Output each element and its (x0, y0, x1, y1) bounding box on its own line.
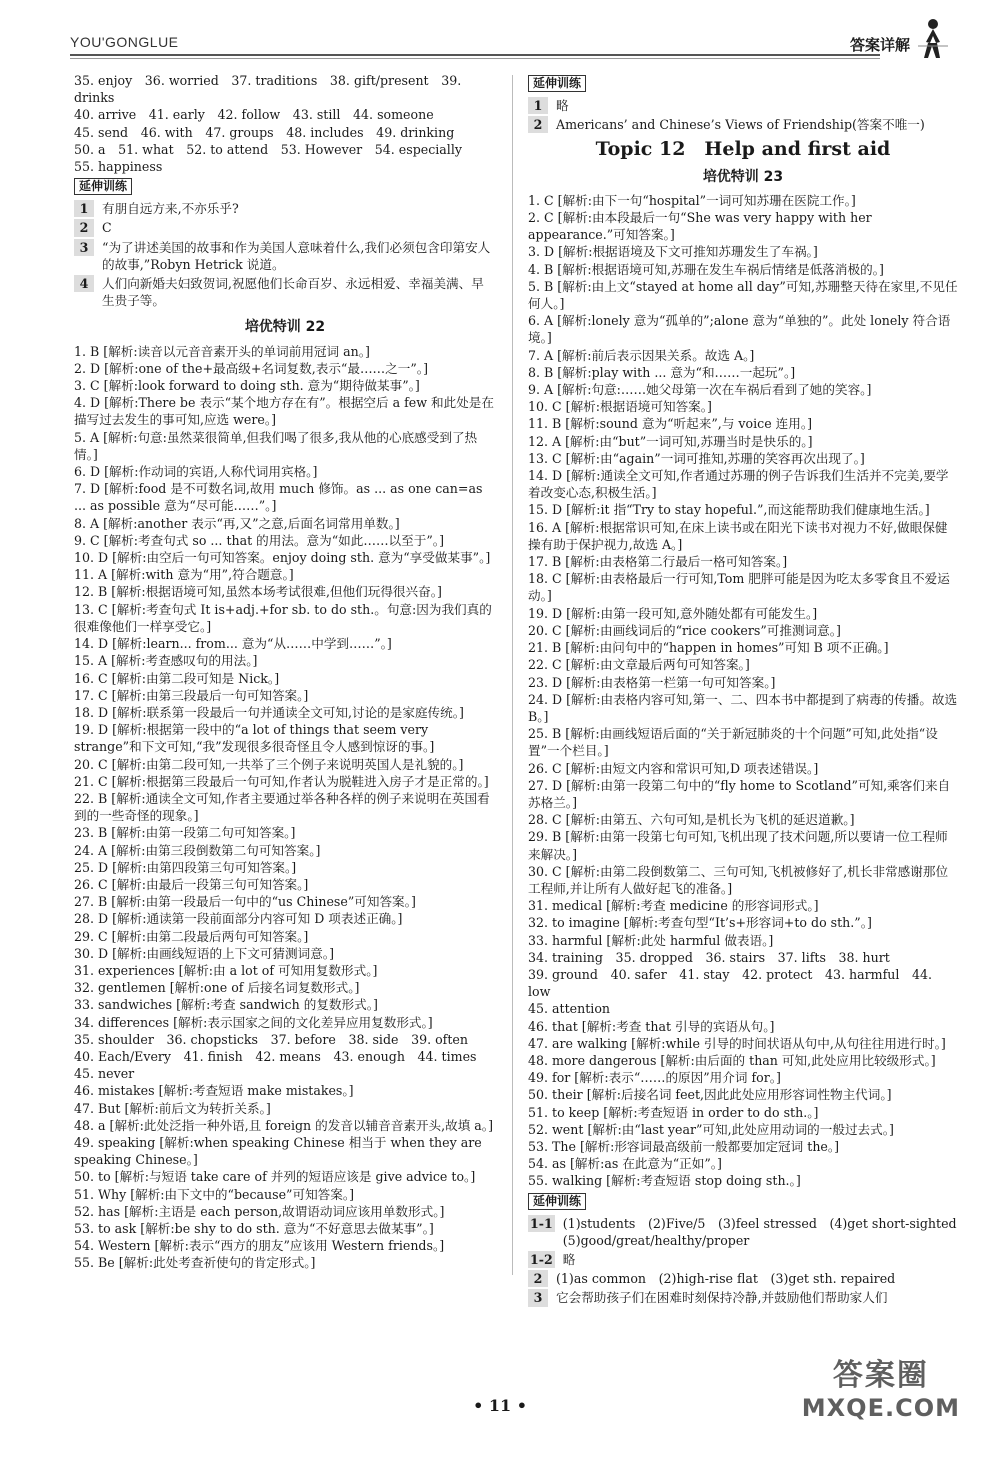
answer-line: 10. C [解析:根据语境可知答案。] (528, 399, 712, 415)
answer-list-22 (74, 343, 496, 1272)
answer-line: 28. D [解析:通读第一段前面部分内容可知 D 项表述正确。] (74, 911, 403, 927)
extension-list (528, 97, 958, 133)
extension-item (528, 1215, 970, 1249)
answer-line: 26. C [解析:由短文内容和常识可知,D 项表述错误。] (528, 760, 819, 776)
answer-line: 5. B [解析:由上文“stayed at home all day”可知,苏珊整天待在家里,不见任何人。] (528, 278, 958, 312)
answer-line: 3. D [解析:根据语境及下文可推知苏珊发生了车祸。] (528, 244, 818, 260)
answer-line: 18. C [解析:由表格最后一行可知,Tom 肥胖可能是因为吃太多零食且不爱运动。] (528, 571, 950, 604)
answer-line: 47. are walking [解析:while 引导的时间状语从句中,从句往往用进行时。] (528, 1035, 946, 1051)
answer-line: 24. D [解析:由表格内容可知,第一、二、四本书中都提到了病毒的传播。故选 B。] (528, 691, 958, 724)
answer-line: 6. A [解析:lonely 意为“孤单的”;alone 意为“单独的”。此处 lonely 符合语境。] (528, 313, 951, 346)
answer-line: 16. A [解析:根据常识可知,在床上读书或在阳光下读书对视力不好,做眼保健操有助于保护视力,故选 A。] (528, 519, 948, 552)
header-rule-thin (70, 58, 880, 59)
answer-list-23 (528, 192, 958, 1190)
section-tag-extension-2: 延伸训练 (528, 1193, 586, 1210)
extension-item (528, 1270, 958, 1287)
answer-line: 27. D [解析:由第一段第二句中的“fly home to Scotland”可知,乘客们来自苏格兰。] (528, 777, 951, 810)
answer-line: 28. C [解析:由第五、六句可知,是机长为飞机的延迟道歉。] (528, 812, 855, 828)
answer-line: 11. A [解析:with 意为“用”,符合题意。] (74, 567, 294, 583)
answer-line: 45. attention (528, 1001, 611, 1017)
extension-item (528, 116, 958, 133)
extension-item (74, 239, 496, 273)
item-text: C (102, 220, 112, 236)
answer-line: 54. Western [解析:表示“西方的朋友”应该用 Western friends。] (74, 1238, 445, 1254)
answer-line: 40. Each/Every 41. finish 42. means 43. enough 44. times (74, 1048, 477, 1064)
answer-line: 15. D [解析:it 指“Try to stay hopeful.”,而这能帮助我们健康地生活。] (528, 502, 930, 518)
answer-line: 27. B [解析:由第一段最后一句中的“us Chinese”可知答案。] (74, 894, 416, 910)
answer-line: 2. C [解析:由本段最后一句“She was very happy with her appearance.”可知答案。] (528, 210, 872, 243)
answer-line: 12. B [解析:根据语境可知,虽然本场考试很难,但他们玩得很兴奋。] (74, 584, 442, 600)
answer-line: 48. a [解析:此处泛指一种外语,且 foreign 的发音以辅音音素开头,故填 a。] (74, 1117, 494, 1133)
answer-block-top (74, 72, 496, 175)
item-number: 2 (528, 116, 548, 133)
extension-list (74, 200, 496, 309)
runner-figure-icon (916, 16, 950, 60)
answer-line: 9. C [解析:考查句式 so ... that 的用法。意为“如此……以至于”。] (74, 532, 444, 548)
item-number: 2 (528, 1270, 548, 1287)
item-number: 1-2 (530, 1252, 553, 1267)
extension-item (74, 275, 496, 309)
extension-item (528, 1289, 958, 1306)
answer-line: 13. C [解析:由“again”一词可推知,苏珊的笑容再次出现了。] (528, 450, 865, 466)
answer-line: 5. A [解析:句意:虽然菜很简单,但我们喝了很多,我从他的心底感受到了热情。] (74, 429, 478, 462)
answer-line: 46. that [解析:考查 that 引导的宾语从句。] (528, 1018, 775, 1034)
answer-line: 34. differences [解析:表示国家之间的文化差异应用复数形式。] (74, 1014, 433, 1030)
section-tag-extension: 延伸训练 (528, 75, 586, 92)
answer-line: 51. Why [解析:由下文中的“because”可知答案。] (74, 1186, 355, 1202)
answer-line: 17. C [解析:由第三段最后一句可知答案。] (74, 687, 309, 703)
header-title: 答案详解 (849, 36, 910, 54)
extension-item (528, 1251, 958, 1268)
item-text: 略 (562, 1252, 576, 1267)
answer-line: 12. A [解析:由“but”一词可知,苏珊当时是快乐的。] (528, 433, 813, 449)
item-text: Americans’ and Chinese’s Views of Friendship(答案不唯一) (556, 117, 925, 133)
answer-line: 8. A [解析:another 表示“再,又”之意,后面名词常用单数。] (74, 515, 400, 531)
answer-line: 6. D [解析:作动词的宾语,人称代词用宾格。] (74, 464, 318, 480)
answer-line: 19. D [解析:由第一段可知,意外随处都有可能发生。] (528, 605, 818, 621)
extension-list-2 (528, 1215, 970, 1307)
answer-line: 24. A [解析:由第三段倒数第二句可知答案。] (74, 842, 321, 858)
item-text: 它会帮助孩子们在困难时刻保持冷静,并鼓励他们帮助家人们 (556, 1290, 888, 1306)
answer-line: 7. D [解析:food 是不可数名词,故用 much 修饰。as ... as one can=as ... as possible 意为“尽可能……”。] (74, 481, 483, 514)
answer-line: 4. B [解析:根据语境可知,苏珊在发生车祸后情绪是低落消极的。] (528, 261, 884, 277)
item-text: 有朋自远方来,不亦乐乎? (102, 201, 239, 217)
left-column (74, 72, 496, 1272)
answer-line: 25. B [解析:由画线短语后面的“关于新冠肺炎的十个问题”可知,此处指“设置”一个栏目。] (528, 726, 938, 759)
answer-line: 21. B [解析:由问句中的“happen in homes”可知 B 项不正确。] (528, 640, 889, 656)
answer-line: 8. B [解析:play with ... 意为“和……一起玩”。] (528, 364, 796, 380)
answer-line: 55. walking [解析:考查短语 stop doing sth.。] (528, 1173, 801, 1189)
answer-line: 22. C [解析:由文章最后两句可知答案。] (528, 657, 750, 673)
answer-line: 25. D [解析:由第四段第三句可知答案。] (74, 859, 297, 875)
answer-line: 31. experiences [解析:由 a lot of 可知用复数形式。] (74, 962, 378, 978)
answer-line: 31. medical [解析:考查 medicine 的形容词形式。] (528, 898, 819, 914)
watermark-line1: 答案圈 (832, 1358, 929, 1393)
item-text: (1)students (2)Five/5 (3)feel stressed (4)get short-sighted (5)good/great/healthy/proper (562, 1215, 970, 1248)
answer-line: 14. D [解析:learn... from... 意为“从……中学到……”。] (74, 636, 392, 652)
answer-line: 19. D [解析:根据第一段中的“a lot of things that seem very strange”和下文可知,“我”发现很多很奇怪且令人感到惊讶的事。] (74, 722, 435, 755)
answer-line: 52. has [解析:主语是 each person,故谓语动词应该用单数形式。] (74, 1203, 445, 1219)
answer-line: 11. B [解析:sound 意为“听起来”,与 voice 连用。] (528, 416, 813, 432)
watermark-logo (802, 1350, 960, 1422)
watermark-line2: MXQE.COM (801, 1394, 960, 1422)
answer-line: 55. Be [解析:此处考查祈使句的肯定形式。] (74, 1255, 316, 1271)
right-column (528, 72, 970, 1309)
answer-line: 30. D [解析:由画线短语的上下文可猜测词意。] (74, 945, 334, 961)
answer-line: 17. B [解析:由表格第二行最后一格可知答案。] (528, 554, 788, 570)
answer-line: 21. C [解析:根据第三段最后一句可知,作者认为脱鞋进入房子才是正常的。] (74, 773, 489, 789)
answer-line: 23. D [解析:由表格第一栏第一句可知答案。] (528, 674, 776, 690)
answer-line: 48. more dangerous [解析:由后面的 than 可知,此处应用比较级形式。] (528, 1052, 936, 1068)
answer-line: 20. C [解析:由第二段可知,一共举了三个例子来说明英国人是礼貌的。] (74, 756, 464, 772)
answer-line: 20. C [解析:由画线词后的“rice cookers”可推测词意。] (528, 622, 841, 638)
answer-line: 49. for [解析:表示“……的原因”用介词 for。] (528, 1070, 781, 1086)
item-text: (1)as common (2)high-rise flat (3)get sth. repaired (556, 1271, 896, 1287)
section-title-23: 培优特训 23 (702, 168, 784, 185)
extension-item (74, 219, 496, 236)
answer-line: 33. harmful [解析:此处 harmful 做表语。] (528, 932, 774, 948)
answer-line: 51. to keep [解析:考查短语 in order to do sth.。] (528, 1104, 819, 1120)
answer-line: 29. C [解析:由第二段最后两句可知答案。] (74, 928, 309, 944)
answer-line: 46. mistakes [解析:考查短语 make mistakes。] (74, 1083, 354, 1099)
answer-line: 52. went [解析:由“last year”可知,此处应用动词的一般过去式。] (528, 1121, 894, 1137)
answer-line: 23. B [解析:由第一段第二句可知答案。] (74, 825, 296, 841)
answer-line: 1. B [解析:读音以元音音素开头的单词前用冠词 an。] (74, 343, 370, 359)
page-header (70, 30, 950, 62)
answer-line: 47. But [解析:前后文为转折关系。] (74, 1100, 271, 1116)
answer-line: 35. shoulder 36. chopsticks 37. before 38. side 39. often (74, 1031, 468, 1047)
item-number: 2 (74, 219, 94, 236)
answer-line: 30. C [解析:由第二段倒数第二、三句可知,飞机被修好了,机长非常感谢那位工程师,并让所有人做好起飞的准备。] (528, 863, 949, 896)
answer-line: 50. a 51. what 52. to attend 53. However 54. especially (74, 141, 462, 157)
item-number: 1-1 (530, 1215, 553, 1231)
column-divider (512, 75, 513, 1275)
answer-line: 50. to [解析:与短语 take care of 并列的短语应该是 give advice to。] (74, 1169, 476, 1185)
answer-line: 3. C [解析:look forward to doing sth. 意为“期待做某事”。] (74, 378, 420, 394)
item-text: “为了讲述美国的故事和作为美国人意味着什么,我们必须包含印第安人的故事,”Robyn Hetrick 说道。 (102, 239, 491, 272)
answer-line: 32. to imagine [解析:考查句型“It’s+形容词+to do sth.”。] (528, 915, 872, 931)
item-text: 略 (556, 98, 569, 113)
item-text: 人们向新婚夫妇致贺词,祝愿他们长命百岁、永远相爱、幸福美满、早生贵子等。 (102, 276, 484, 309)
answer-line: 53. The [解析:形容词最高级前一般都要加定冠词 the。] (528, 1138, 840, 1154)
header-rule (70, 54, 880, 56)
answer-line: 55. happiness (74, 159, 163, 175)
section-tag-extension: 延伸训练 (74, 178, 132, 195)
answer-line: 33. sandwiches [解析:考查 sandwich 的复数形式。] (74, 997, 378, 1013)
answer-line: 7. A [解析:前后表示因果关系。故选 A。] (528, 347, 755, 363)
answer-line: 34. training 35. dropped 36. stairs 37. lifts 38. hurt (528, 949, 890, 965)
answer-line: 9. A [解析:句意:……她父母第一次在车祸后看到了她的笑容。] (528, 382, 872, 398)
page-number: • 11 • (473, 1396, 527, 1415)
answer-line: 50. their [解析:后接名词 feet,因此此处应用形容词性物主代词。] (528, 1087, 892, 1103)
section-title-22: 培优特训 22 (244, 319, 326, 336)
answer-line: 14. D [解析:通读全文可知,作者通过苏珊的例子告诉我们生活并不完美,要学着改变心态,积极生活。] (528, 468, 949, 501)
answer-line: 29. B [解析:由第一段第七句可知,飞机出现了技术问题,所以要请一位工程师来解决。] (528, 829, 948, 862)
answer-line: 10. D [解析:由空后一句可知答案。enjoy doing sth. 意为“享受做某事”。] (74, 550, 491, 566)
answer-line: 2. D [解析:one of the+最高级+名词复数,表示“最……之一”。] (74, 360, 428, 376)
item-number: 3 (528, 1289, 548, 1306)
item-number: 1 (74, 200, 94, 217)
answer-line: 40. arrive 41. early 42. follow 43. still 44. someone (74, 107, 434, 123)
answer-line: 54. as [解析:as 在此意为“正如”。] (528, 1156, 722, 1172)
item-number: 4 (74, 275, 94, 292)
brand-text: YOU'GONGLUE (70, 34, 179, 50)
answer-line: 49. speaking [解析:when speaking Chinese 相当于 when they are speaking Chinese。] (74, 1134, 482, 1168)
extension-item (528, 97, 958, 114)
answer-line: 53. to ask [解析:be shy to do sth. 意为“不好意思去做某事”。] (74, 1221, 434, 1236)
answer-line: 45. send 46. with 47. groups 48. includes 49. drinking (74, 124, 455, 140)
answer-line: 18. D [解析:联系第一段最后一句并通读全文可知,讨论的是家庭传统。] (74, 704, 464, 720)
item-number: 1 (528, 97, 548, 114)
extension-item (74, 200, 496, 217)
answer-line: 45. never (74, 1066, 135, 1082)
answer-line: 13. C [解析:考查句式 It is+adj.+for sb. to do sth.。句意:因为我们真的很难像他们一样享受它。] (74, 601, 492, 634)
topic-title: Topic 12 Help and first aid (595, 138, 891, 161)
answer-line: 32. gentlemen [解析:one of 后接名词复数形式。] (74, 980, 360, 996)
answer-line: 22. B [解析:通读全文可知,作者主要通过举各种各样的例子来说明在英国看到的一些奇怪的现象。] (74, 790, 490, 824)
answer-line: 39. ground 40. safer 41. stay 42. protect 43. harmful 44. low (528, 966, 933, 1000)
item-number: 3 (74, 239, 94, 256)
answer-line: 26. C [解析:由最后一段第三句可知答案。] (74, 876, 309, 892)
answer-line: 15. A [解析:考查感叹句的用法。] (74, 653, 258, 669)
answer-line: 4. D [解析:There be 表示“某个地方存在有”。根据空后 a few 和此处是在描写过去发生的事可知,应选 were。] (74, 395, 494, 428)
answer-line: 35. enjoy 36. worried 37. traditions 38. gift/present 39. drinks (74, 73, 462, 106)
answer-line: 16. C [解析:由第二段可知是 Nick。] (74, 670, 280, 686)
answer-line: 1. C [解析:由下一句“hospital”一词可知苏珊在医院工作。] (528, 192, 856, 208)
